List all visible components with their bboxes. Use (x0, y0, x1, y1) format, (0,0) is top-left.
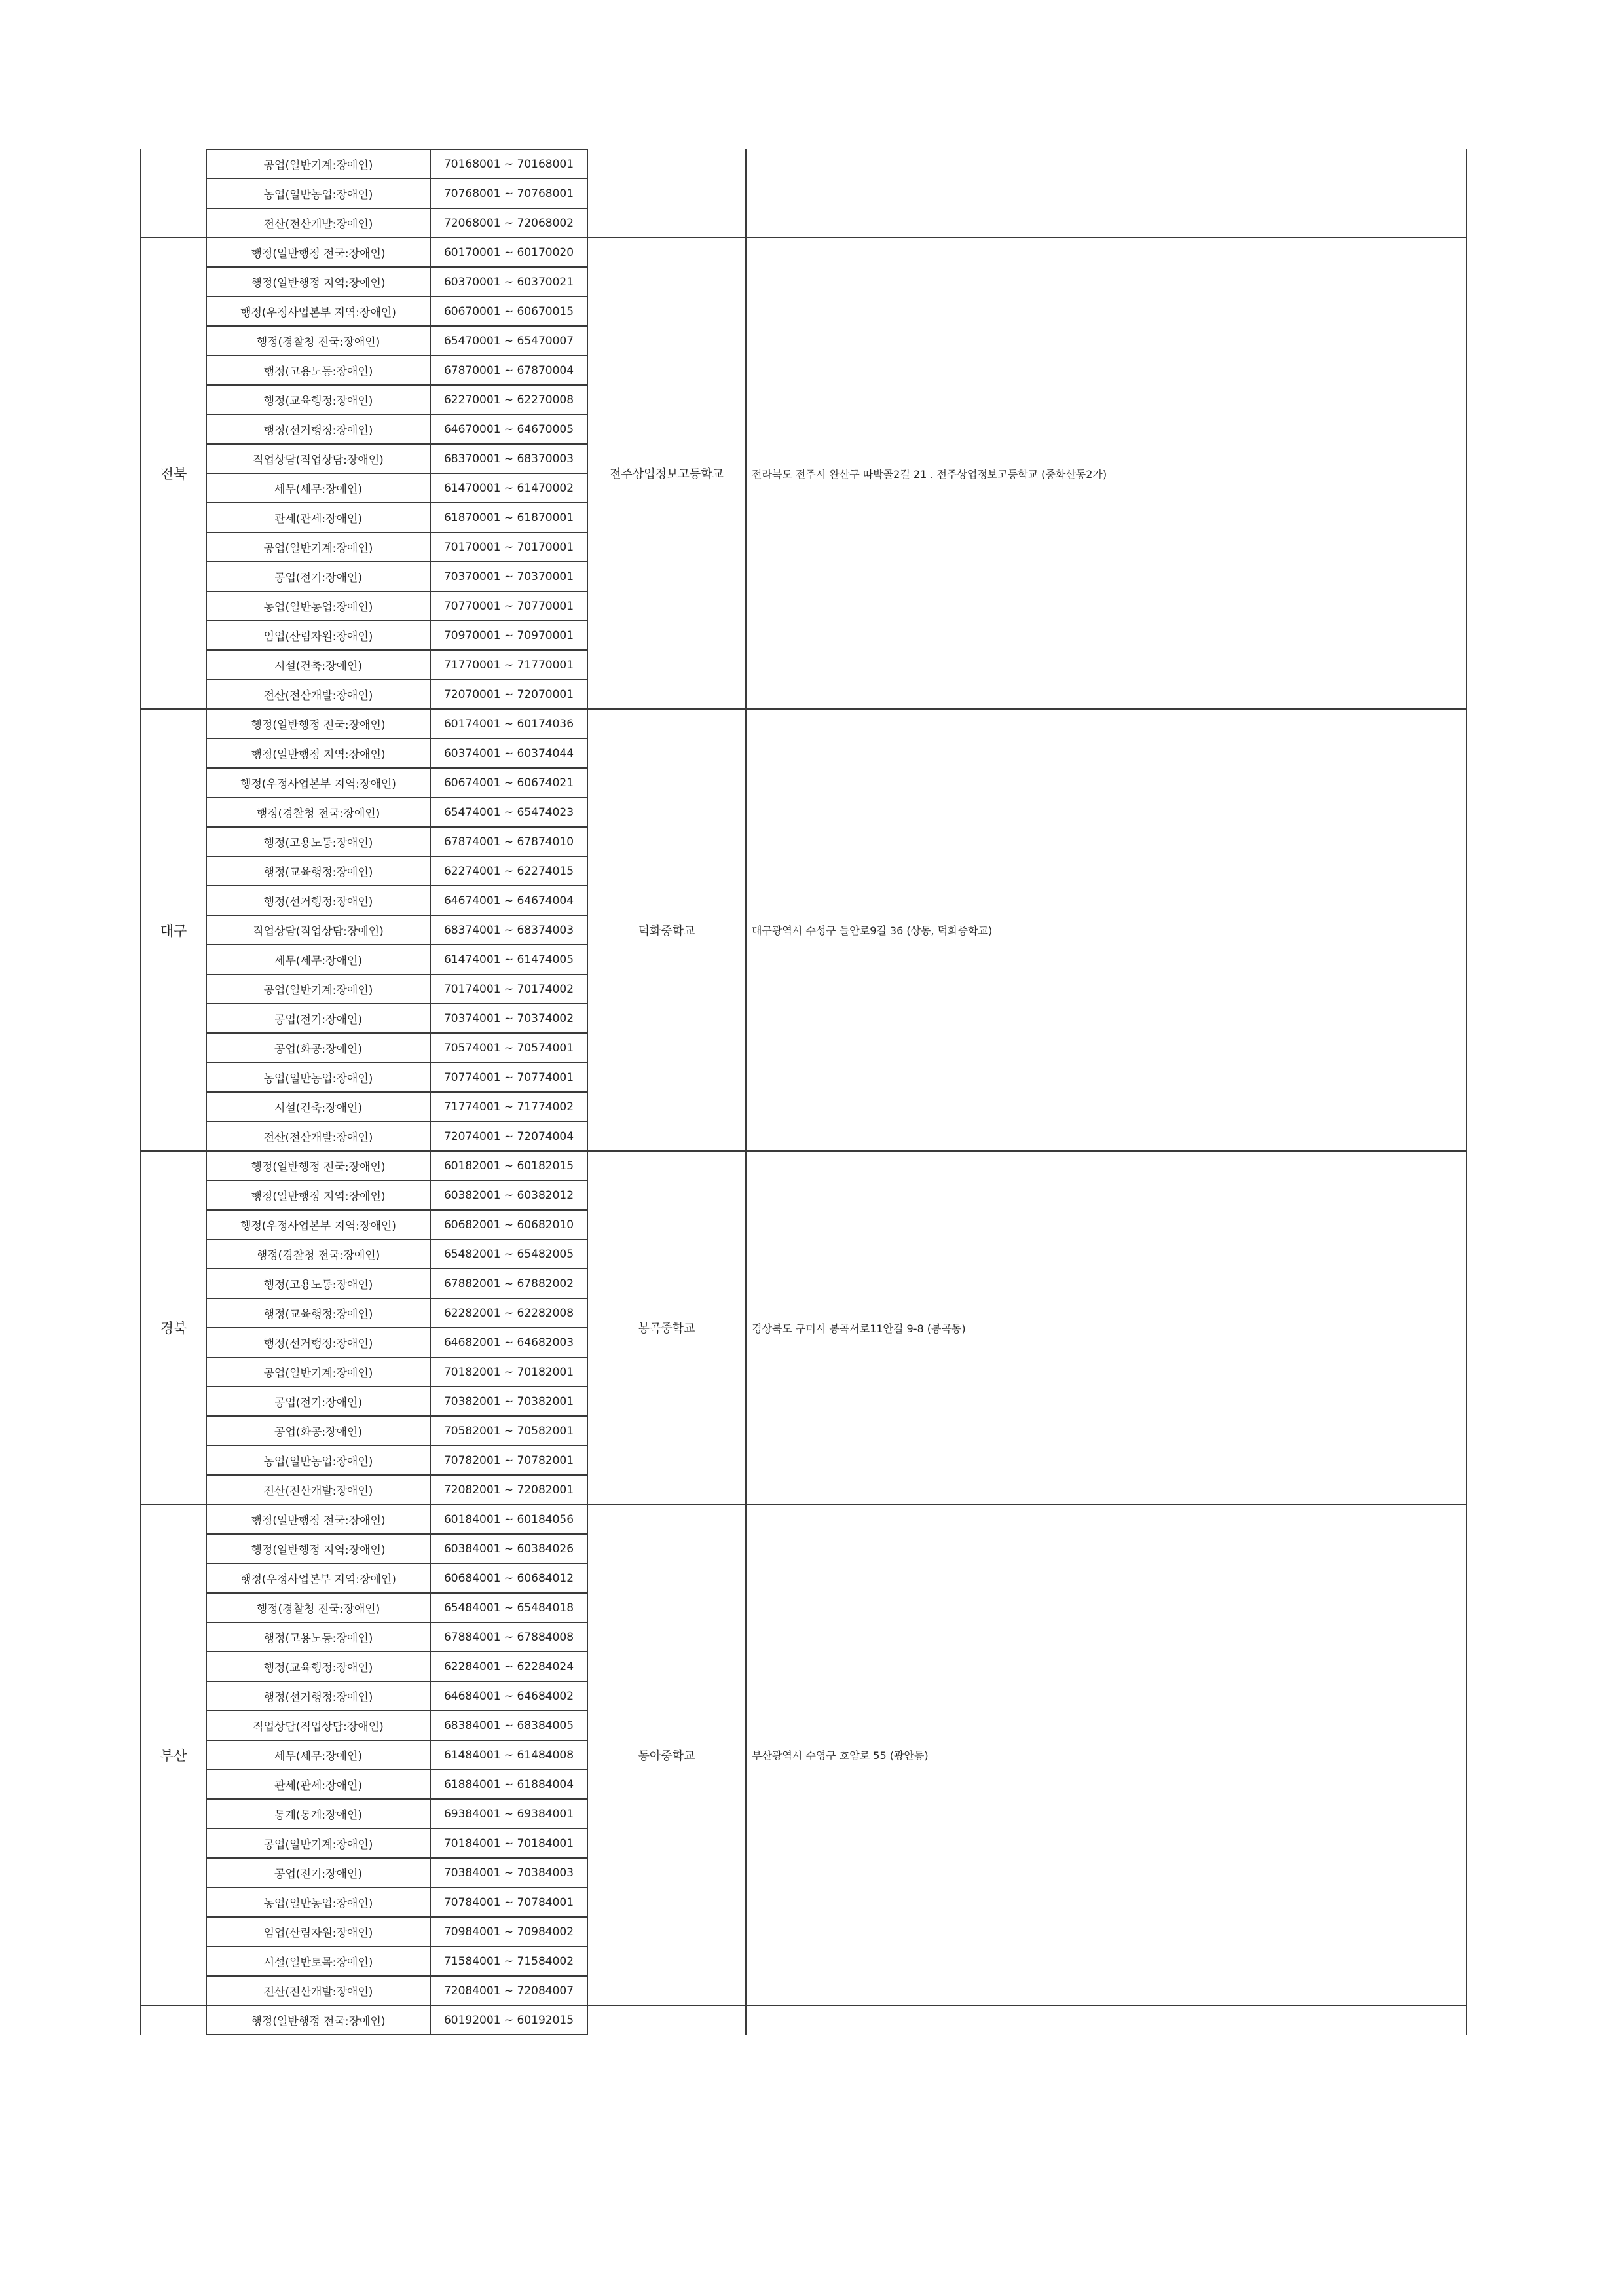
exam-category-cell: 행정(경찰청 전국:장애인) (206, 1239, 430, 1269)
exam-number-range-cell: 70784001 ~ 70784001 (430, 1887, 587, 1917)
exam-venue-table-body (141, 149, 1466, 2035)
exam-category-cell: 통계(통계:장애인) (206, 1799, 430, 1829)
exam-number-range-cell: 68384001 ~ 68384005 (430, 1711, 587, 1740)
exam-category-cell: 임업(산림자원:장애인) (206, 621, 430, 650)
exam-category-cell: 행정(경찰청 전국:장애인) (206, 326, 430, 355)
exam-category-cell: 행정(경찰청 전국:장애인) (206, 797, 430, 827)
exam-number-range-cell: 72082001 ~ 72082001 (430, 1475, 587, 1504)
exam-number-range-cell: 72070001 ~ 72070001 (430, 680, 587, 709)
exam-number-range-cell: 72074001 ~ 72074004 (430, 1121, 587, 1151)
region-cell (141, 2005, 206, 2035)
exam-number-range-cell: 60174001 ~ 60174036 (430, 709, 587, 738)
exam-category-cell: 공업(일반기계:장애인) (206, 149, 430, 179)
exam-category-cell: 관세(관세:장애인) (206, 1770, 430, 1799)
address-cell (746, 149, 1466, 238)
region-cell: 부산 (141, 1504, 206, 2005)
table-row (141, 1151, 1466, 1180)
exam-number-range-cell: 65484001 ~ 65484018 (430, 1593, 587, 1622)
address-cell: 경상북도 구미시 봉곡서로11안길 9-8 (봉곡동) (746, 1151, 1466, 1504)
exam-category-cell: 행정(고용노동:장애인) (206, 1622, 430, 1652)
exam-number-range-cell: 69384001 ~ 69384001 (430, 1799, 587, 1829)
exam-number-range-cell: 70382001 ~ 70382001 (430, 1387, 587, 1416)
exam-category-cell: 공업(일반기계:장애인) (206, 532, 430, 562)
exam-number-range-cell: 71774001 ~ 71774002 (430, 1092, 587, 1121)
exam-number-range-cell: 60370001 ~ 60370021 (430, 267, 587, 297)
exam-category-cell: 행정(고용노동:장애인) (206, 1269, 430, 1298)
exam-category-cell: 행정(교육행정:장애인) (206, 1652, 430, 1681)
exam-category-cell: 행정(일반행정 전국:장애인) (206, 238, 430, 267)
exam-category-cell: 행정(일반행정 전국:장애인) (206, 1504, 430, 1534)
exam-number-range-cell: 70774001 ~ 70774001 (430, 1063, 587, 1092)
school-cell: 전주상업정보고등학교 (587, 238, 746, 709)
exam-category-cell: 공업(전기:장애인) (206, 562, 430, 591)
exam-category-cell: 전산(전산개발:장애인) (206, 680, 430, 709)
exam-number-range-cell: 61870001 ~ 61870001 (430, 503, 587, 532)
exam-category-cell: 공업(일반기계:장애인) (206, 1357, 430, 1387)
exam-category-cell: 행정(교육행정:장애인) (206, 1298, 430, 1328)
exam-number-range-cell: 62270001 ~ 62270008 (430, 385, 587, 414)
exam-category-cell: 관세(관세:장애인) (206, 503, 430, 532)
exam-category-cell: 전산(전산개발:장애인) (206, 1976, 430, 2005)
exam-number-range-cell: 62284001 ~ 62284024 (430, 1652, 587, 1681)
exam-number-range-cell: 61474001 ~ 61474005 (430, 945, 587, 974)
region-cell: 전북 (141, 238, 206, 709)
exam-category-cell: 농업(일반농업:장애인) (206, 179, 430, 208)
exam-number-range-cell: 60170001 ~ 60170020 (430, 238, 587, 267)
exam-category-cell: 행정(고용노동:장애인) (206, 355, 430, 385)
region-cell: 경북 (141, 1151, 206, 1504)
school-cell: 동아중학교 (587, 1504, 746, 2005)
exam-number-range-cell: 60192001 ~ 60192015 (430, 2005, 587, 2035)
exam-number-range-cell: 70768001 ~ 70768001 (430, 179, 587, 208)
school-cell (587, 149, 746, 238)
exam-number-range-cell: 71770001 ~ 71770001 (430, 650, 587, 680)
exam-category-cell: 전산(전산개발:장애인) (206, 1121, 430, 1151)
exam-number-range-cell: 68374001 ~ 68374003 (430, 915, 587, 945)
exam-category-cell: 행정(교육행정:장애인) (206, 385, 430, 414)
exam-number-range-cell: 60670001 ~ 60670015 (430, 297, 587, 326)
exam-number-range-cell: 70782001 ~ 70782001 (430, 1446, 587, 1475)
exam-number-range-cell: 70970001 ~ 70970001 (430, 621, 587, 650)
exam-number-range-cell: 71584001 ~ 71584002 (430, 1946, 587, 1976)
exam-category-cell: 행정(일반행정 전국:장애인) (206, 1151, 430, 1180)
exam-category-cell: 농업(일반농업:장애인) (206, 1063, 430, 1092)
exam-category-cell: 직업상담(직업상담:장애인) (206, 1711, 430, 1740)
exam-number-range-cell: 64670001 ~ 64670005 (430, 414, 587, 444)
exam-number-range-cell: 67884001 ~ 67884008 (430, 1622, 587, 1652)
exam-category-cell: 공업(일반기계:장애인) (206, 974, 430, 1004)
exam-number-range-cell: 70174001 ~ 70174002 (430, 974, 587, 1004)
exam-category-cell: 행정(우정사업본부 지역:장애인) (206, 1210, 430, 1239)
exam-number-range-cell: 70182001 ~ 70182001 (430, 1357, 587, 1387)
exam-number-range-cell: 62282001 ~ 62282008 (430, 1298, 587, 1328)
exam-number-range-cell: 70984001 ~ 70984002 (430, 1917, 587, 1946)
exam-number-range-cell: 64674001 ~ 64674004 (430, 886, 587, 915)
exam-category-cell: 행정(우정사업본부 지역:장애인) (206, 1563, 430, 1593)
exam-category-cell: 직업상담(직업상담:장애인) (206, 915, 430, 945)
exam-category-cell: 세무(세무:장애인) (206, 1740, 430, 1770)
exam-category-cell: 행정(고용노동:장애인) (206, 827, 430, 856)
exam-number-range-cell: 60184001 ~ 60184056 (430, 1504, 587, 1534)
exam-number-range-cell: 60382001 ~ 60382012 (430, 1180, 587, 1210)
exam-number-range-cell: 61484001 ~ 61484008 (430, 1740, 587, 1770)
exam-number-range-cell: 70168001 ~ 70168001 (430, 149, 587, 179)
region-cell (141, 149, 206, 238)
exam-category-cell: 세무(세무:장애인) (206, 473, 430, 503)
exam-category-cell: 행정(선거행정:장애인) (206, 1681, 430, 1711)
exam-category-cell: 공업(전기:장애인) (206, 1387, 430, 1416)
school-cell: 봉곡중학교 (587, 1151, 746, 1504)
exam-number-range-cell: 70582001 ~ 70582001 (430, 1416, 587, 1446)
exam-number-range-cell: 61884001 ~ 61884004 (430, 1770, 587, 1799)
region-cell: 대구 (141, 709, 206, 1151)
exam-category-cell: 시설(건축:장애인) (206, 650, 430, 680)
exam-number-range-cell: 65482001 ~ 65482005 (430, 1239, 587, 1269)
exam-category-cell: 공업(전기:장애인) (206, 1004, 430, 1033)
exam-number-range-cell: 60682001 ~ 60682010 (430, 1210, 587, 1239)
exam-number-range-cell: 64684001 ~ 64684002 (430, 1681, 587, 1711)
exam-number-range-cell: 60684001 ~ 60684012 (430, 1563, 587, 1593)
address-cell: 전라북도 전주시 완산구 따박골2길 21 . 전주상업정보고등학교 (중화산동2가) (746, 238, 1466, 709)
exam-number-range-cell: 70574001 ~ 70574001 (430, 1033, 587, 1063)
exam-category-cell: 전산(전산개발:장애인) (206, 208, 430, 238)
exam-number-range-cell: 70384001 ~ 70384003 (430, 1858, 587, 1887)
address-cell (746, 2005, 1466, 2035)
exam-category-cell: 시설(일반토목:장애인) (206, 1946, 430, 1976)
exam-number-range-cell: 67882001 ~ 67882002 (430, 1269, 587, 1298)
exam-category-cell: 시설(건축:장애인) (206, 1092, 430, 1121)
exam-category-cell: 행정(선거행정:장애인) (206, 886, 430, 915)
exam-category-cell: 행정(우정사업본부 지역:장애인) (206, 297, 430, 326)
exam-category-cell: 행정(일반행정 전국:장애인) (206, 2005, 430, 2035)
exam-number-range-cell: 62274001 ~ 62274015 (430, 856, 587, 886)
exam-category-cell: 농업(일반농업:장애인) (206, 1446, 430, 1475)
exam-category-cell: 전산(전산개발:장애인) (206, 1475, 430, 1504)
exam-category-cell: 행정(일반행정 지역:장애인) (206, 1180, 430, 1210)
table-row (141, 149, 1466, 179)
exam-category-cell: 공업(화공:장애인) (206, 1033, 430, 1063)
exam-category-cell: 공업(화공:장애인) (206, 1416, 430, 1446)
exam-number-range-cell: 61470001 ~ 61470002 (430, 473, 587, 503)
exam-category-cell: 행정(선거행정:장애인) (206, 414, 430, 444)
exam-category-cell: 행정(일반행정 지역:장애인) (206, 738, 430, 768)
exam-number-range-cell: 70770001 ~ 70770001 (430, 591, 587, 621)
exam-category-cell: 임업(산림자원:장애인) (206, 1917, 430, 1946)
exam-category-cell: 행정(선거행정:장애인) (206, 1328, 430, 1357)
exam-number-range-cell: 64682001 ~ 64682003 (430, 1328, 587, 1357)
exam-number-range-cell: 60374001 ~ 60374044 (430, 738, 587, 768)
exam-category-cell: 행정(일반행정 전국:장애인) (206, 709, 430, 738)
table-row (141, 2005, 1466, 2035)
exam-number-range-cell: 70370001 ~ 70370001 (430, 562, 587, 591)
exam-category-cell: 세무(세무:장애인) (206, 945, 430, 974)
exam-number-range-cell: 67874001 ~ 67874010 (430, 827, 587, 856)
exam-number-range-cell: 70170001 ~ 70170001 (430, 532, 587, 562)
table-row (141, 1504, 1466, 1534)
exam-category-cell: 농업(일반농업:장애인) (206, 1887, 430, 1917)
exam-category-cell: 농업(일반농업:장애인) (206, 591, 430, 621)
exam-number-range-cell: 65474001 ~ 65474023 (430, 797, 587, 827)
exam-venue-table (140, 149, 1467, 2035)
school-cell (587, 2005, 746, 2035)
exam-category-cell: 행정(일반행정 지역:장애인) (206, 267, 430, 297)
exam-category-cell: 행정(교육행정:장애인) (206, 856, 430, 886)
exam-number-range-cell: 65470001 ~ 65470007 (430, 326, 587, 355)
exam-number-range-cell: 60384001 ~ 60384026 (430, 1534, 587, 1563)
school-cell: 덕화중학교 (587, 709, 746, 1151)
exam-number-range-cell: 72084001 ~ 72084007 (430, 1976, 587, 2005)
table-row (141, 238, 1466, 267)
exam-category-cell: 행정(일반행정 지역:장애인) (206, 1534, 430, 1563)
address-cell: 부산광역시 수영구 호암로 55 (광안동) (746, 1504, 1466, 2005)
exam-category-cell: 공업(전기:장애인) (206, 1858, 430, 1887)
exam-number-range-cell: 60674001 ~ 60674021 (430, 768, 587, 797)
address-cell: 대구광역시 수성구 들안로9길 36 (상동, 덕화중학교) (746, 709, 1466, 1151)
exam-number-range-cell: 72068001 ~ 72068002 (430, 208, 587, 238)
table-row (141, 709, 1466, 738)
exam-category-cell: 행정(경찰청 전국:장애인) (206, 1593, 430, 1622)
exam-number-range-cell: 67870001 ~ 67870004 (430, 355, 587, 385)
exam-number-range-cell: 60182001 ~ 60182015 (430, 1151, 587, 1180)
exam-number-range-cell: 70374001 ~ 70374002 (430, 1004, 587, 1033)
exam-category-cell: 직업상담(직업상담:장애인) (206, 444, 430, 473)
exam-category-cell: 행정(우정사업본부 지역:장애인) (206, 768, 430, 797)
exam-number-range-cell: 68370001 ~ 68370003 (430, 444, 587, 473)
exam-number-range-cell: 70184001 ~ 70184001 (430, 1829, 587, 1858)
exam-category-cell: 공업(일반기계:장애인) (206, 1829, 430, 1858)
